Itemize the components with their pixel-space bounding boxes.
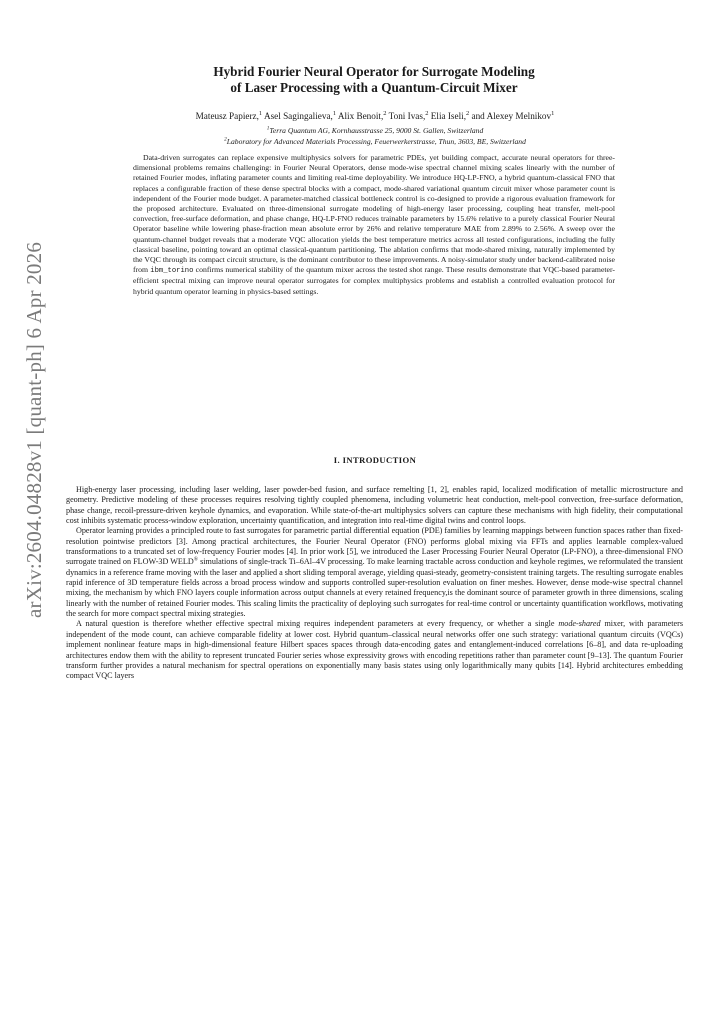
arxiv-identifier[interactable]: arXiv:2604.04828v1 [quant-ph] 6 Apr 2026 xyxy=(22,241,46,618)
title-line-2: of Laser Processing with a Quantum-Circuit Mixer xyxy=(230,80,518,95)
section-heading: I. INTRODUCTION xyxy=(333,455,417,465)
paper-title xyxy=(110,64,638,96)
abstract: Data-driven surrogates can replace expensive multiphysics solvers for parametric PDEs, yet building compact, accurate neural operators for three-dimensional problems remains challenging: in Fourier Neural Operators, dense mode-wise spectral channel mixing scales linearly with the number of retained Fourier modes, inflating parameter counts and limiting real-time deployability. We introduce HQ-LP-FNO, a hybrid quantum-classical FNO that replaces a configurable fraction of these dense spectral blocks with a compact, mode-shared variational quantum circuit mixer whose parameter count is independent of the Fourier mode budget. A parameter-matched classical bottleneck control is co-designed to provide a rigorous evaluation framework for the proposed architecture. Evaluated on three-dimensional surrogate modeling of high-energy laser processing, coupling heat transfer, melt-pool convection, free-surface deformation, and phase change, HQ-LP-FNO reduces trainable parameters by 15.6% relative to a purely classical Fourier Neural Operator baseline while lowering phase-fraction mean absolute error by 26% and relative temperature MAE from 2.89% to 2.56%. A sweep over the quantum-channel budget reveals that a moderate VQC allocation yields the best temperature metrics across all tested configurations, including the fully classical baseline, pointing toward an optimal classical-quantum partitioning. The ablation confirms that mode-shared mixing, naturally implemented by the VQC through its compact circuit structure, is the dominant contributor to these improvements. A noisy-simulator study under backend-calibrated noise from ibm_torino confirms numerical stability of the quantum mixer across the tested shot range. These results demonstrate that VQC-based parameter-efficient spectral mixing can improve neural operator surrogates for complex multiphysics problems and establish a controlled evaluation protocol for hybrid quantum operator learning in physics-based settings. xyxy=(133,153,615,296)
affiliation: $^1$Terra Quantum AG, Kornhausstrasse 25, 9000 St. Gallen, Switzerland xyxy=(266,125,484,135)
paragraph: Operator learning provides a principled route to fast surrogates for parametric partial differential equation (PDE) families by learning mappings between function spaces rather than fixed-resolution pointwise predictors [3]. Among practical architectures, the Fourier Neural Operator (FNO) performs global mixing via FFTs and applies learnable complex-valued transformations to a truncated set of low-frequency Fourier modes [4]. In prior work [5], we introduced the Laser Processing Fourier Neural Operator (LP-FNO), a three-dimensional FNO surrogate trained on FLOW-3D WELD® simulations of single-track Ti–6Al–4V processing. To make learning tractable across conduction and keyhole regimes, we reformulated the transient dynamics in a reference frame moving with the laser and applied a short sliding temporal average, yielding quasi-steady, geometry-consistent training targets. The resulting surrogate enables rapid inference of 3D temperature fields across a broad process window and supports controlled super-resolution evaluation on finer meshes. However, dense mode-wise spectral channel mixing, the mechanism by which FNO layers couple information across output channels at every retained frequency,is the dominant source of parameter growth in three dimensions, scaling linearly with the number of retained Fourier modes. This scaling limits the practicality of deploying such surrogates for real-time control or uncertainty quantification workflows, motivating the search for more compact spectral mixing strategies. xyxy=(66,526,683,619)
author: Mateusz Papierz,$^1$ xyxy=(195,109,263,121)
introduction-body xyxy=(66,485,683,682)
title-line-1: Hybrid Fourier Neural Operator for Surrogate Modeling xyxy=(213,64,535,79)
paragraph: High-energy laser processing, including laser welding, laser powder-bed fusion, and surface remelting [1, 2], enables rapid, localized modification of metallic microstructure and geometry. Predictive modeling of these processes requires resolving tightly coupled phenomena, including volumetric heat conduction, melt-pool convection, free-surface deformation, phase change, recoil-pressure-driven keyhole dynamics, and evaporation. While state-of-the-art multiphysics solvers can capture these mechanisms with high fidelity, their computational cost inhibits systematic process-window exploration, uncertainty quantification, and integration into real-time digital twins and control loops. xyxy=(66,485,683,526)
author: Alix Benoit,$^2$ xyxy=(337,109,387,121)
author: and Alexey Melnikov$^1$ xyxy=(471,109,555,121)
author: Toni Ivas,$^2$ xyxy=(388,109,429,121)
backend-name: ibm_torino xyxy=(150,267,194,276)
author: Asel Sagingalieva,$^1$ xyxy=(263,109,337,121)
affiliation: $^2$Laboratory for Advanced Materials Processing, Feuerwerkerstrasse, Thun, 3603, BE, Switzerland xyxy=(224,136,526,146)
author-list xyxy=(90,110,660,122)
author: Elia Iseli,$^2$ xyxy=(430,109,470,121)
paragraph: A natural question is therefore whether effective spectral mixing requires independent parameters at every frequency, or whether a single mode-shared mixer, with parameters independent of the mode count, can achieve comparable fidelity at lower cost. Hybrid quantum–classical neural networks offer one such strategy: variational quantum circuits (VQCs) implement nonlinear feature maps in high-dimensional feature Hilbert spaces spaces through data-encoding gates and entanglement-induced correlations [6–8], and data re-uploading architectures endow them with the ability to represent truncated Fourier series whose expressivity grows with encoding repetitions rather than parameter count [9–13]. The quantum Fourier transform further provides a natural mechanism for spectral operations on exponentially many basis states using only logarithmically many qubits [14]. Hybrid architectures embedding compact VQC layers xyxy=(66,619,683,681)
